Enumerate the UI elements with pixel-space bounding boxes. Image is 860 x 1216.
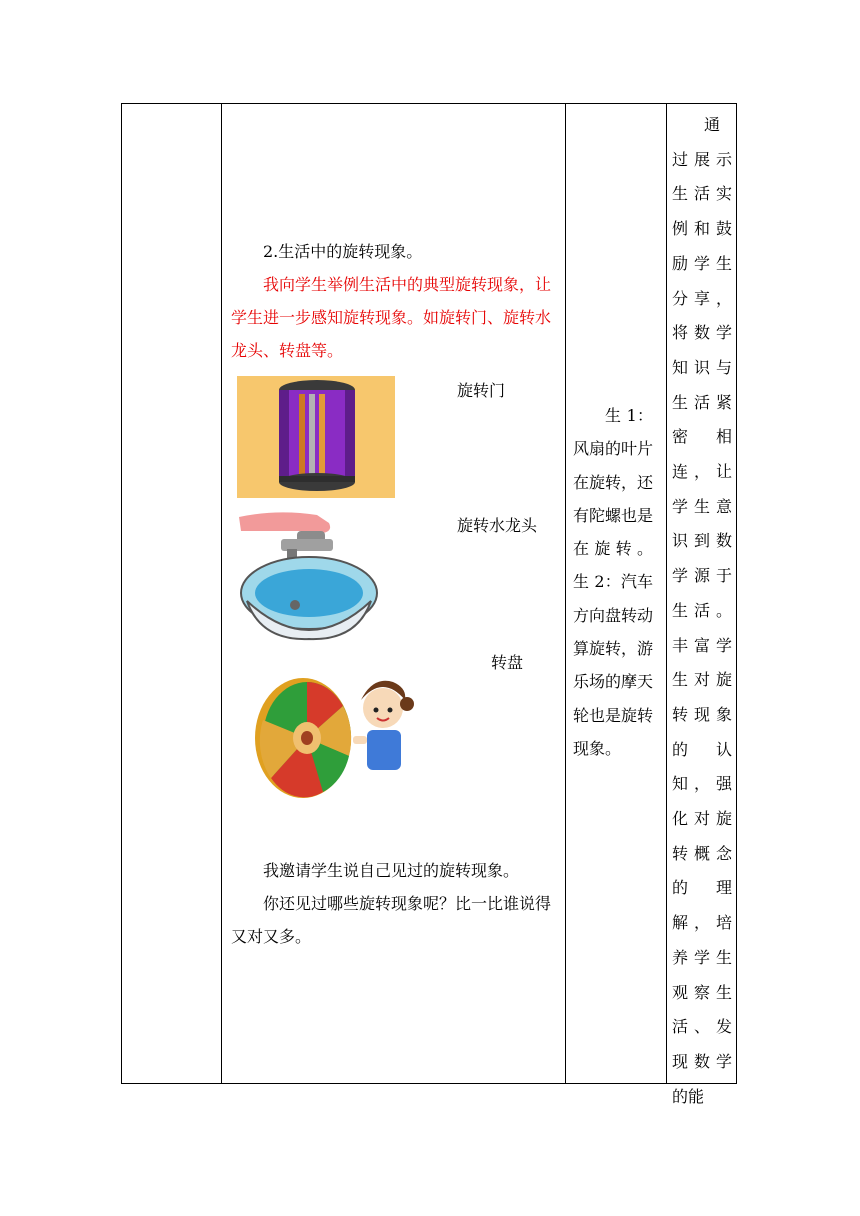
lesson-table [121,103,737,1106]
design-intent-cell [666,104,738,1106]
example-label-wheel: 转盘 [491,653,524,672]
design-intent-text: 通过展示生活实例和鼓励学生分享，将数学知识与生活紧密相连，让学生意识到数学源于生活。丰富学生对旋转现象的认知，强化对旋转概念的理解，培养学生观察生活、发现数学的能 [672,115,732,1106]
question-text: 你还见过哪些旋转现象呢？比一比谁说得又对又多。 [231,894,552,946]
student-activity-cell [565,104,666,1083]
section-heading: 2.生活中的旋转现象。 [263,242,423,261]
red-intro-text: 我向学生举例生活中的典型旋转现象，让学生进一步感知旋转现象。如旋转门、旋转水龙头、转盘等。 [231,275,552,360]
example-label-faucet: 旋转水龙头 [457,516,538,535]
faucet-image [237,509,379,641]
stage-cell [122,104,221,1083]
example-label-door: 旋转门 [457,381,506,400]
teacher-activity-cell [221,104,565,1083]
spinning-wheel-image [243,660,419,800]
revolving-door-image [237,376,395,498]
student-answers: 生 1：风扇的叶片在旋转，还有陀螺也是在旋转。 生 2：汽车方向盘转动算旋转，游乐场的摩天轮也是旋转现象。 [573,406,654,758]
invite-text: 我邀请学生说自己见过的旋转现象。 [263,861,520,880]
